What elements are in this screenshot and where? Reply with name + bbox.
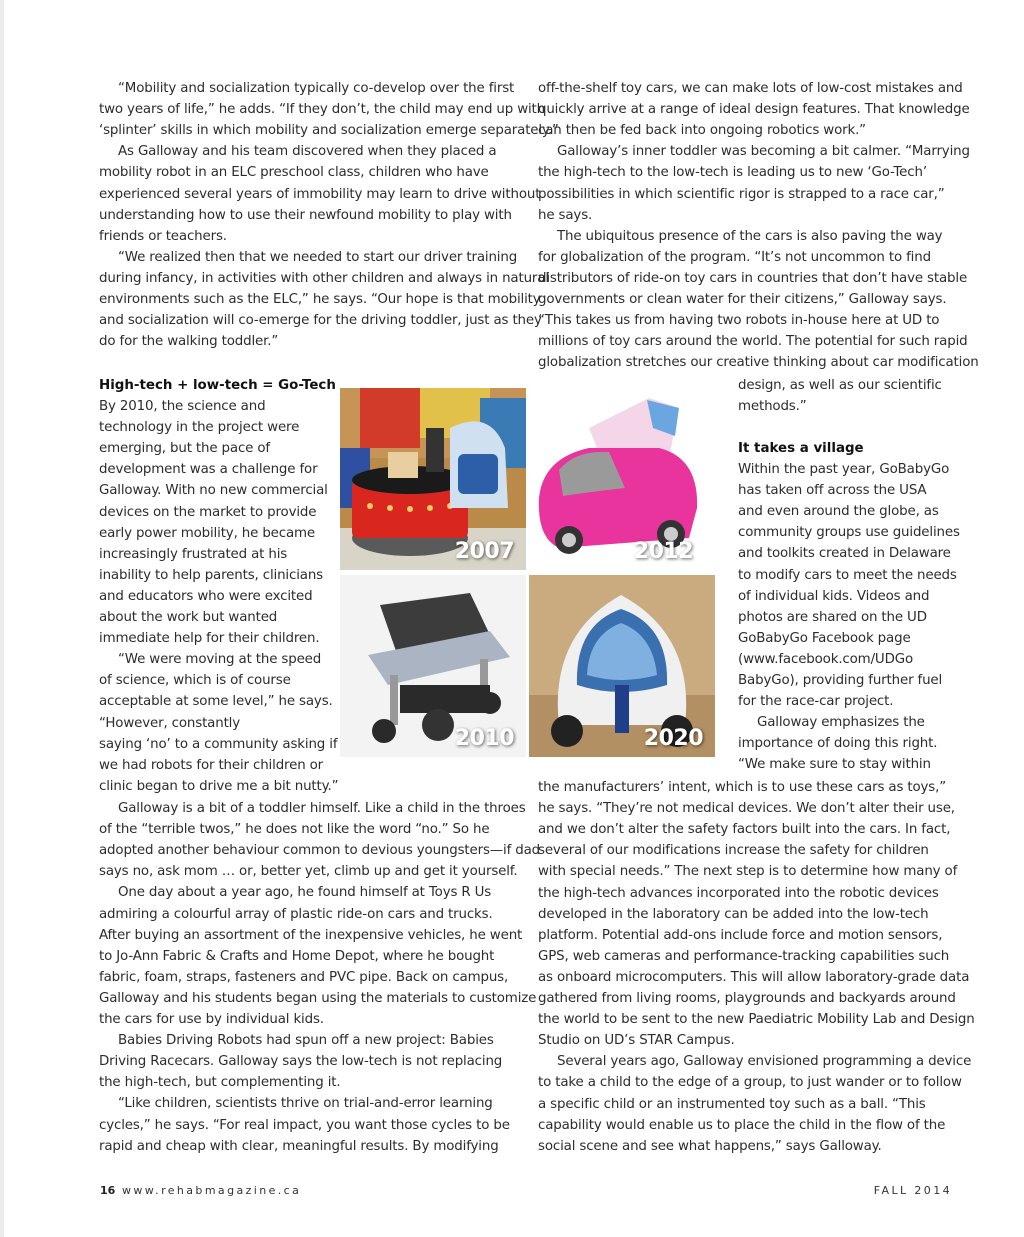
text-line: design, as well as our scientific <box>738 378 942 393</box>
text-line: technology in the project were <box>99 420 300 436</box>
text-line: to Jo-Ann Fabric & Crafts and Home Depot, where he bought <box>99 948 495 964</box>
text-line: he says. “They’re not medical devices. We don’t alter their use, <box>538 801 955 817</box>
text-line: quickly arrive at a range of ideal design features. That knowledge <box>538 102 970 118</box>
text-line: Within the past year, GoBabyGo <box>738 462 950 477</box>
text-line: about the work but wanted <box>99 610 278 625</box>
text-line: off-the-shelf toy cars, we can make lots of low-cost mistakes and <box>538 81 963 96</box>
text-line: GPS, web cameras and performance-tracking capabilities such <box>538 948 950 964</box>
text-line: experienced several years of immobility may learn to drive without <box>99 186 541 202</box>
text-line: and toolkits created in Delaware <box>738 546 951 562</box>
year-label-2020: 2020 <box>643 726 703 751</box>
section-heading-village: It takes a village <box>738 441 864 456</box>
text-line: social scene and see what happens,” says Galloway. <box>538 1138 882 1154</box>
text-line: importance of doing this right. <box>738 736 938 752</box>
text-line: gathered from living rooms, playgrounds and backyards around <box>538 991 956 1006</box>
text-line: possibilities in which scientific rigor is strapped to a race car,” <box>538 186 945 202</box>
issue-label: FALL 2014 <box>873 1184 952 1197</box>
year-label-2010: 2010 <box>454 726 514 751</box>
text-line: of individual kids. Videos and <box>738 588 930 604</box>
text-line: Several years ago, Galloway envisioned programming a device <box>557 1054 972 1070</box>
text-line: the world to be sent to the new Paediatric Mobility Lab and Design <box>538 1012 975 1028</box>
text-line: methods.” <box>738 399 807 415</box>
text-line: has taken off across the USA <box>738 483 927 499</box>
text-line: BabyGo), providing further fuel <box>738 673 943 688</box>
text-line: development was a challenge for <box>99 462 318 478</box>
photo-2012 <box>529 388 705 570</box>
text-line: inability to help parents, clinicians <box>99 567 324 583</box>
text-line: we had robots for their children or <box>99 757 324 773</box>
text-line: “However, constantly <box>99 715 241 731</box>
text-line: photos are shared on the UD <box>738 609 927 625</box>
text-line: the manufacturers’ intent, which is to use these cars as toys,” <box>538 780 947 795</box>
text-line: with special needs.” The next step is to determine how many of <box>538 864 958 880</box>
text-line: “This takes us from having two robots in-house here at UD to <box>538 313 940 329</box>
text-line: “We make sure to stay within <box>738 757 931 773</box>
text-line: Driving Racecars. Galloway says the low-tech is not replacing <box>99 1054 503 1070</box>
text-line: friends or teachers. <box>99 228 227 244</box>
text-line: emerging, but the pace of <box>99 441 270 457</box>
text-line: fabric, foam, straps, fasteners and PVC pipe. Back on campus, <box>99 969 509 985</box>
text-line: After buying an assortment of the inexpensive vehicles, he went <box>99 927 523 943</box>
text-line: Galloway. With no new commercial <box>99 483 328 499</box>
text-line: “Like children, scientists thrive on trial-and-error learning <box>118 1096 493 1112</box>
text-line: the high-tech advances incorporated into the robotic devices <box>538 885 939 901</box>
text-line: adopted another behaviour common to devious youngsters—if dad <box>99 843 541 859</box>
text-line: millions of toy cars around the world. The potential for such rapid <box>538 334 968 350</box>
text-line: and educators who were excited <box>99 588 313 604</box>
text-line: and even around the globe, as <box>738 504 939 520</box>
text-line: two years of life,” he adds. “If they don’t, the child may end up with <box>99 102 545 118</box>
text-line: Studio on UD’s STAR Campus. <box>538 1033 735 1049</box>
text-line: devices on the market to provide <box>99 504 317 520</box>
text-line: Galloway’s inner toddler was becoming a bit calmer. “Marrying <box>557 144 970 160</box>
text-line: “Mobility and socialization typically co-develop over the first <box>118 81 515 96</box>
text-line: for the race-car project. <box>738 694 894 710</box>
year-label-2007: 2007 <box>454 539 514 564</box>
text-line: and we don’t alter the safety factors built into the cars. In fact, <box>538 822 951 838</box>
text-line: as onboard microcomputers. This will allow laboratory-grade data <box>538 969 970 985</box>
text-line: ‘splinter’ skills in which mobility and socialization emerge separately.” <box>99 123 559 139</box>
text-line: distributors of ride-on toy cars in countries that don’t have stable <box>538 270 968 286</box>
text-line: developed in the laboratory can be added into the low-tech <box>538 906 929 922</box>
text-line: Galloway is a bit of a toddler himself. Like a child in the throes <box>118 801 526 816</box>
text-line: The ubiquitous presence of the cars is also paving the way <box>557 228 943 244</box>
text-line: admiring a colourful array of plastic ride-on cars and trucks. <box>99 906 493 922</box>
text-line: Galloway and his students began using the materials to customize <box>99 990 537 1006</box>
text-line: immediate help for their children. <box>99 631 320 647</box>
text-line: increasingly frustrated at his <box>99 546 288 562</box>
text-line: By 2010, the science and <box>99 399 266 414</box>
text-line: understanding how to use their newfound mobility to play with <box>99 207 512 223</box>
text-line: the high-tech to the low-tech is leading us to new ‘Go-Tech’ <box>538 165 927 181</box>
page-number: 16 <box>100 1184 116 1197</box>
magazine-url: www.rehabmagazine.ca <box>122 1184 302 1197</box>
text-line: several of our modifications increase the safety for children <box>538 843 929 859</box>
text-line: “We realized then that we needed to start our driver training <box>118 249 518 265</box>
text-line: capability would enable us to place the child in the flow of the <box>538 1117 946 1133</box>
text-line: As Galloway and his team discovered when they placed a <box>118 144 497 160</box>
text-line: “We were moving at the speed <box>118 652 322 668</box>
text-line: the high-tech, but complementing it. <box>99 1075 341 1091</box>
text-line: mobility robot in an ELC preschool class, children who have <box>99 165 489 181</box>
text-line: to take a child to the edge of a group, to just wander or to follow <box>538 1075 962 1091</box>
text-line: do for the walking toddler.” <box>99 334 279 350</box>
text-line: acceptable at some level,” he says. <box>99 694 333 710</box>
text-line: can then be fed back into ongoing robotics work.” <box>538 123 866 139</box>
text-line: a specific child or an instrumented toy such as a ball. “This <box>538 1096 926 1112</box>
text-line: says no, ask mom … or, better yet, climb up and get it yourself. <box>99 864 518 880</box>
section-heading-go-tech: High-tech + low-tech = Go-Tech <box>99 378 336 393</box>
photo-2007 <box>340 388 526 570</box>
photo-2010 <box>340 575 526 757</box>
text-line: Babies Driving Robots had spun off a new project: Babies <box>118 1033 494 1049</box>
text-line: he says. <box>538 207 593 223</box>
text-line: community groups use guidelines <box>738 525 960 541</box>
text-line: of the “terrible twos,” he does not like the word “no.” So he <box>99 822 490 838</box>
text-line: the cars for use by individual kids. <box>99 1012 324 1027</box>
text-line: Galloway emphasizes the <box>757 715 925 731</box>
text-line: early power mobility, he became <box>99 525 316 541</box>
text-line: (www.facebook.com/UDGo <box>738 651 914 667</box>
text-line: environments such as the ELC,” he says. “Our hope is that mobility <box>99 292 541 307</box>
text-line: to modify cars to meet the needs <box>738 567 957 583</box>
text-line: for globalization of the program. “It’s not uncommon to find <box>538 249 931 265</box>
year-label-2012: 2012 <box>633 539 693 564</box>
text-line: One day about a year ago, he found himself at Toys R Us <box>118 885 492 901</box>
text-line: GoBabyGo Facebook page <box>738 630 911 646</box>
text-line: governments or clean water for their citizens,” Galloway says. <box>538 292 947 307</box>
text-line: cycles,” he says. “For real impact, you want those cycles to be <box>99 1117 510 1133</box>
page-edge <box>0 0 4 1237</box>
text-line: saying ‘no’ to a community asking if <box>99 736 338 752</box>
text-line: globalization stretches our creative thinking about car modification <box>538 355 979 371</box>
photo-2020 <box>529 575 715 757</box>
text-line: clinic began to drive me a bit nutty.” <box>99 778 339 794</box>
text-line: platform. Potential add-ons include force and motion sensors, <box>538 927 943 943</box>
text-line: of science, which is of course <box>99 673 291 689</box>
text-line: rapid and cheap with clear, meaningful results. By modifying <box>99 1138 499 1154</box>
text-line: during infancy, in activities with other children and always in natural <box>99 270 549 286</box>
text-line: and socialization will co-emerge for the driving toddler, just as they <box>99 313 542 329</box>
